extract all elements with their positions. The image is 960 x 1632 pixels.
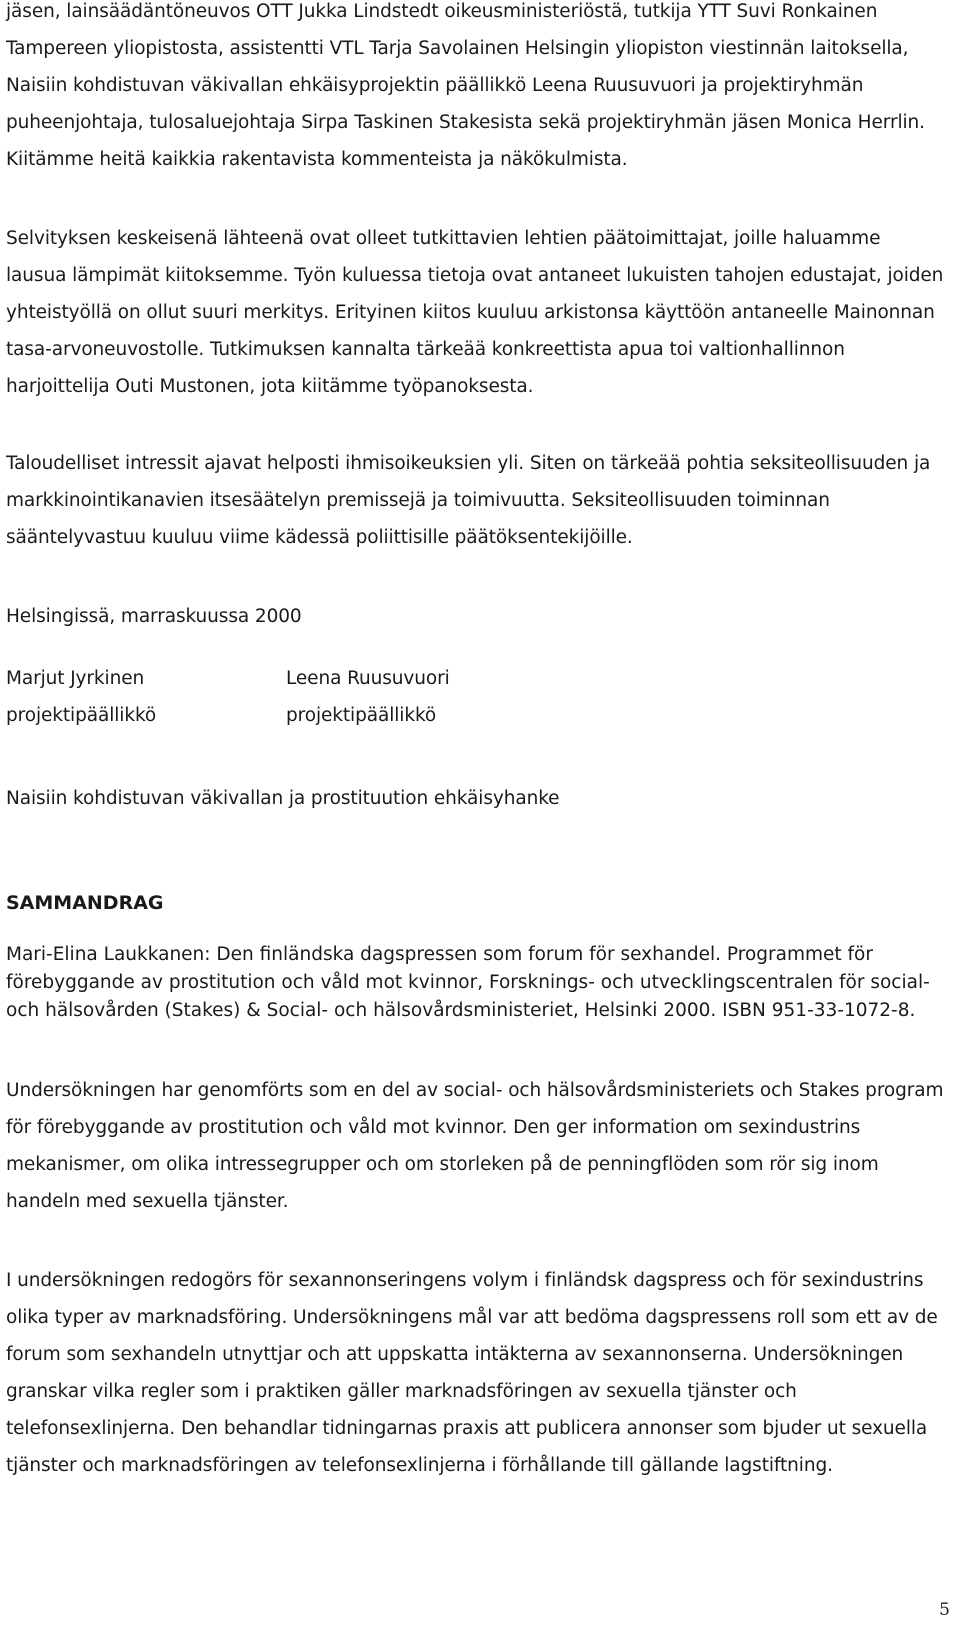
- signature-title: projektipäällikkö: [6, 705, 157, 726]
- signature-name: Marjut Jyrkinen: [6, 668, 145, 689]
- project-name: Naisiin kohdistuvan väkivallan ja prostituution ehkäisyhanke: [6, 788, 560, 809]
- acknowledgement-paragraph-2: Selvityksen keskeisenä lähteenä ovat olleet tutkittavien lehtien päätoimittajat, joille haluamme lausua lämpimät kiitoksemme. Työn kuluessa tietoja ovat antaneet lukuisten tahojen edustajat, joiden yhteistyöllä on ollut suuri merkitys. Erityinen kiitos kuuluu arkistonsa käyttöön antaneelle Mainonnan tasa-arvoneuvostolle. Tutkimuksen kannalta tärkeää konkreettista apua toi valtionhallinnon harjoittelija Outi Mustonen, jota kiitämme työpanoksesta.: [6, 228, 944, 397]
- signature-1: [6, 660, 306, 734]
- signature-title: projektipäällikkö: [286, 705, 437, 726]
- section-heading: SAMMANDRAG: [6, 892, 164, 914]
- abstract-paragraph-1: Undersökningen har genomförts som en del av social- och hälsovårdsministeriets och Stakes program för förebyggande av prostitution och våld mot kvinnor. Den ger information om sexindustrins mekanismer, om olika intressegrupper och om storleken på de penningflöden som rör sig inom handeln med sexuella tjänster.: [6, 1080, 944, 1212]
- abstract-paragraph-2: I undersökningen redogörs för sexannonseringens volym i finländsk dagspress och för sexindustrins olika typer av marknadsföring. Undersökningens mål var att bedöma dagspressens roll som ett av de forum som sexhandeln utnyttjar och att uppskatta intäkterna av sexannonserna. Undersökningen granskar vilka regler som i praktiken gäller marknadsföringen av sexuella tjänster och telefonsexlinjerna. Den behandlar tidningarnas praxis att publicera annonser som bjuder ut sexuella tjänster och marknadsföringen av telefonsexlinjerna i förhållande till gällande lagstiftning.: [6, 1270, 938, 1476]
- closing-paragraph: Taloudelliset intressit ajavat helposti ihmisoikeuksien yli. Siten on tärkeää pohtia seksiteollisuuden ja markkinointikanavien itsesäätelyn premissejä ja toimivuutta. Seksiteollisuuden toiminnan sääntelyvastuu kuuluu viime kädessä poliittisille päätöksentekijöille.: [6, 453, 931, 548]
- signature-name: Leena Ruusuvuori: [286, 668, 450, 689]
- page-number: 5: [939, 1600, 950, 1620]
- acknowledgement-paragraph-1: jäsen, lainsäädäntöneuvos OTT Jukka Lindstedt oikeusministeriöstä, tutkija YTT Suvi Ronkainen Tampereen yliopistosta, assistentti VTL Tarja Savolainen Helsingin yliopiston viestinnän laitoksella, Naisiin kohdistuvan väkivallan ehkäisyprojektin päällikkö Leena Ruusuvuori ja projektiryhmän puheenjohtaja, tulosaluejohtaja Sirpa Taskinen Stakesista sekä projektiryhmän jäsen Monica Herrlin. Kiitämme heitä kaikkia rakentavista kommenteista ja näkökulmista.: [6, 1, 925, 170]
- abstract-citation: Mari-Elina Laukkanen: Den finländska dagspressen som forum för sexhandel. Programmet för förebyggande av prostitution och våld mot kvinnor, Forsknings- och utvecklingscentralen för social- och hälsovården (Stakes) & Social- och hälsovårdsministeriet, Helsinki 2000. ISBN 951-33-1072-8.: [6, 944, 930, 1021]
- signature-2: [286, 660, 586, 734]
- place-and-date: Helsingissä, marraskuussa 2000: [6, 606, 302, 627]
